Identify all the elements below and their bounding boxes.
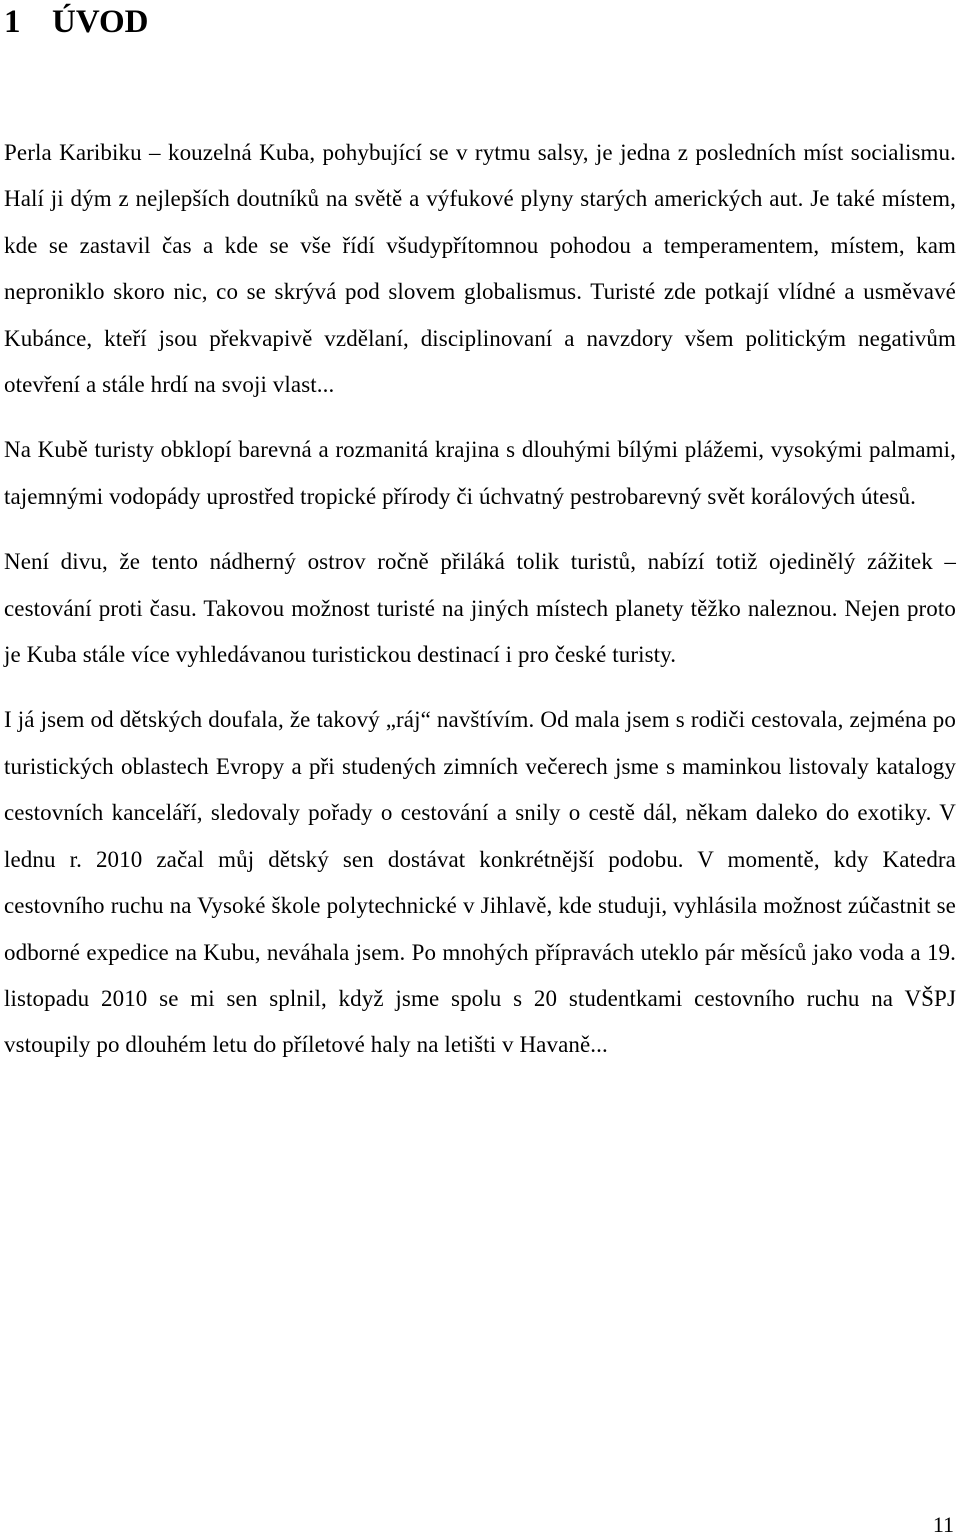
paragraph-personal: I já jsem od dětských doufala, že takový „ráj“ navštívím. Od mala jsem s rodiči cestovala, zejména po turistických oblastech Evropy a při studených zimních večerech jsme s maminkou listovaly katalogy cestovních kanceláří, sledovaly pořady o cestování a snily o cestě dál, někam daleko do exotiky. V lednu r. 2010 začal můj dětský sen dostávat konkrétnější podobu. V momentě, kdy Katedra cestovního ruchu na Vysoké škole polytechnické v Jihlavě, kde studuji, vyhlásila možnost zúčastnit se odborné expedice na Kubu, neváhala jsem. Po mnohých přípravách uteklo pár měsíců jako voda a 19. listopadu 2010 se mi sen splnil, když jsme spolu s 20 studentkami cestovního ruchu na VŠPJ vstoupily po dlouhém letu do příletové haly na letišti v Havaně...: [4, 707, 956, 1058]
page-number: 11: [932, 1512, 954, 1537]
paragraph-landscape: Na Kubě turisty obklopí barevná a rozmanitá krajina s dlouhými bílými plážemi, vysokými palmami, tajemnými vodopády uprostřed tropické přírody či úchvatný pestrobarevný svět korálových útesů.: [4, 437, 956, 509]
chapter-number: 1: [4, 4, 21, 40]
body-text: [4, 130, 956, 1069]
chapter-title: ÚVOD: [52, 4, 149, 40]
paragraph-tourism: Není divu, že tento nádherný ostrov ročně přiláká tolik turistů, nabízí totiž ojedinělý zážitek – cestování proti času. Takovou možnost turisté na jiných místech planety těžko naleznou. Nejen proto je Kuba stále více vyhledávanou turistickou destinací i pro české turisty.: [4, 549, 956, 668]
paragraph-intro: Perla Karibiku – kouzelná Kuba, pohybující se v rytmu salsy, je jedna z posledních míst socialismu. Halí ji dým z nejlepších doutníků na světě a výfukové plyny starých amerických aut. Je také místem, kde se zastavil čas a kde se vše řídí všudypřítomnou pohodou a temperamentem, místem, kam neproniklo skoro nic, co se skrývá pod slovem globalismus. Turisté zde potkají vlídné a usměvavé Kubánce, kteří jsou překvapivě vzdělaní, disciplinovaní a navzdory všem politickým negativům otevření a stále hrdí na svoji vlast...: [4, 140, 956, 398]
chapter-heading: [4, 2, 149, 42]
